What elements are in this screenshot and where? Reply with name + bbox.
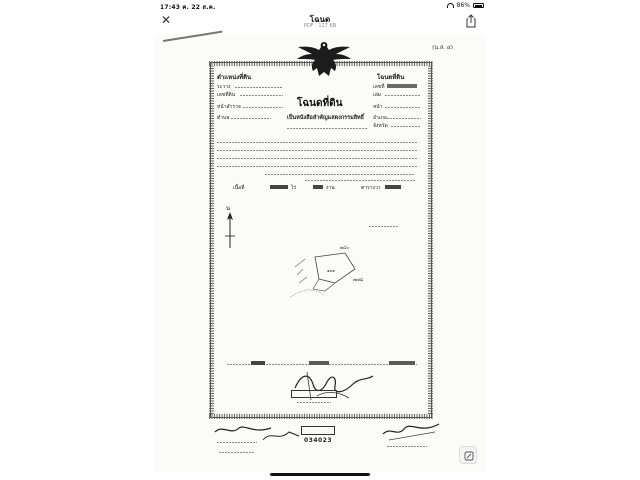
registrar-line-right [387,446,427,447]
wifi-icon [447,3,454,8]
left-value-line-2 [240,95,283,96]
right-heading: โฉนดที่ดิน [377,74,405,81]
svg-text:๒๔๐: ๒๔๐ [340,246,350,251]
land-map-sketch [285,239,375,309]
officer-title-line [297,402,331,403]
serial-number: 034023 [303,437,333,444]
left-value-line-1 [235,87,283,88]
share-button[interactable] [465,13,477,27]
date-text: ค. 22 ส.ค. [182,4,216,11]
right-value-line-4 [387,118,421,119]
officer-stamp [291,390,337,398]
left-label-2: เลขที่ดิน [217,92,236,98]
owner-line-3 [217,158,417,159]
issue-officer-value [389,361,415,365]
registrar-line-left-2 [219,452,255,453]
area-value-wa [385,185,401,189]
registrar-line-left [217,442,257,443]
area-unit-ngan: งาน [326,185,335,191]
registrar-signature-mid-icon [261,426,301,446]
document-page [155,34,485,472]
battery-percent: 86% [456,2,470,9]
north-arrow-icon [223,202,237,252]
battery-icon [473,3,484,8]
right-value-line-3 [385,107,421,108]
status-right [447,2,484,9]
close-icon: ✕ [160,13,172,27]
nav-header [155,12,485,34]
serial-number-box [301,426,335,444]
right-label-1: เลขที่ [373,84,385,90]
area-unit-rai: ไร่ [291,185,297,191]
svg-text:๗๗๘: ๗๗๘ [353,278,364,283]
area-value-rai [270,185,288,189]
garuda-emblem-icon [292,38,356,80]
document-title: โฉนด [309,15,331,24]
right-label-3: หน้า [373,104,383,110]
home-indicator[interactable] [270,473,370,476]
status-time [160,2,215,12]
left-label-3: หน้าสำรวจ [217,104,241,110]
right-value-line-5 [391,126,421,127]
document-subtitle: PDF · 117 KB [303,23,337,29]
owner-line-1 [217,142,417,143]
right-value-1 [387,84,417,88]
owner-line-2 [217,150,417,151]
registrar-signature-right-icon [381,420,441,442]
owner-line-6 [305,180,415,181]
document-viewer[interactable] [155,34,485,474]
markup-button[interactable] [459,446,477,464]
status-bar [0,0,640,12]
left-label-1: ระวาง [217,84,231,90]
subtitle-line [287,128,367,129]
markup-icon [464,451,474,461]
left-value-line-4 [231,118,271,119]
left-value-line-3 [243,107,283,108]
main-title: โฉนดที่ดิน [297,98,343,109]
left-label-4: ตำบล [217,115,230,121]
time-text: 17:43 [160,4,181,11]
page-number: (น.ส. ๔) [432,45,453,51]
area-label: เนื้อที่ [233,185,245,191]
office-line: เป็นหนังสือสำคัญแสดงกรรมสิทธิ์ [287,115,365,121]
area-unit-wa: ตารางวา [361,185,381,191]
owner-line-5 [265,174,415,175]
map-note-line [369,226,399,227]
share-icon [465,14,477,28]
svg-text:๑๓๑: ๑๓๑ [327,268,335,273]
area-value-ngan [313,185,323,189]
right-value-line-2 [385,95,421,96]
right-label-2: เล่ม [373,92,382,98]
official-signature-icon [287,364,377,404]
svg-text:น: น [226,205,231,212]
left-heading: ตำแหน่งที่ดิน [217,74,252,81]
owner-line-4 [217,166,417,167]
right-label-5: จังหวัด [373,123,388,129]
issue-day-value [251,361,265,365]
right-label-4: อำเภอ [373,115,387,121]
